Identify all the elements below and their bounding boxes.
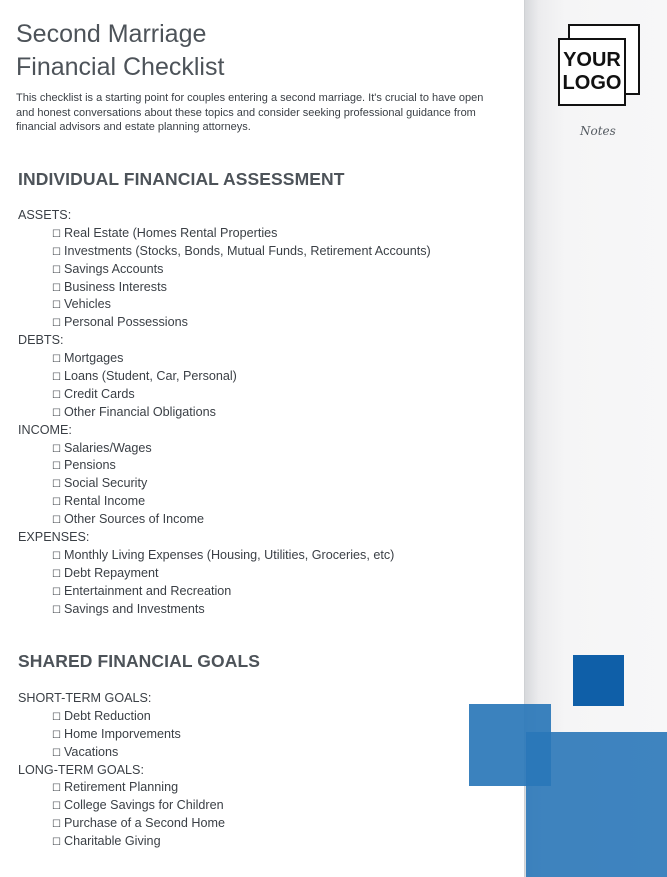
checklist-item-label: College Savings for Children: [63, 798, 224, 813]
checklist-item: [18, 779, 225, 797]
checklist-item: [18, 726, 225, 744]
checklist-item-label: Home Imporvements: [63, 726, 181, 741]
logo-text-line-1: YOUR: [563, 49, 621, 71]
checklist-item: [18, 475, 431, 493]
checkbox-icon[interactable]: ☐: [52, 372, 61, 384]
group-label: EXPENSES:: [18, 530, 90, 545]
checklist-item-label: Other Sources of Income: [63, 512, 204, 527]
decorative-square-small: [573, 655, 624, 706]
checkbox-icon[interactable]: ☐: [52, 837, 61, 849]
group-label: INCOME:: [18, 422, 72, 437]
decorative-square-large: [526, 732, 667, 877]
checkbox-icon[interactable]: ☐: [52, 515, 61, 527]
group-label: SHORT-TERM GOALS:: [18, 691, 152, 705]
intro-paragraph: This checklist is a starting point for couples entering a second marriage. It's crucial to have open and honest conversations about these topics and consider seeking professional guidance from financial advisors and estate planning attorneys.: [16, 92, 484, 133]
checklist-item-label: Monthly Living Expenses (Housing, Utilities, Groceries, etc): [63, 547, 395, 562]
checkbox-icon[interactable]: ☐: [52, 819, 61, 831]
checklist-item: [18, 404, 431, 422]
checkbox-icon[interactable]: ☐: [52, 550, 61, 562]
checklist-item-label: Loans (Student, Car, Personal): [63, 369, 237, 384]
checklist-item: [18, 815, 225, 833]
checklist-item-label: Savings Accounts: [63, 261, 164, 276]
checkbox-icon[interactable]: ☐: [52, 801, 61, 813]
checklist-item-label: Personal Possessions: [63, 315, 188, 330]
checkbox-icon[interactable]: ☐: [52, 604, 61, 616]
checklist-item: [18, 279, 431, 297]
checklist-item: [18, 547, 431, 565]
checkbox-icon[interactable]: ☐: [52, 300, 61, 312]
checklist-item-label: Business Interests: [63, 279, 167, 294]
checkbox-icon[interactable]: ☐: [52, 389, 61, 401]
group-label: LONG-TERM GOALS:: [18, 762, 144, 777]
checklist-item: [18, 243, 431, 261]
checkbox-icon[interactable]: ☐: [52, 497, 61, 509]
checklist-item-label: Debt Reduction: [63, 708, 151, 723]
checklist-item: [18, 493, 431, 511]
checklist-item-label: Entertainment and Recreation: [63, 583, 232, 598]
checkbox-icon[interactable]: ☐: [52, 479, 61, 491]
checkbox-icon[interactable]: ☐: [52, 264, 61, 276]
page-title-line-2: Financial Checklist: [16, 53, 225, 81]
group-label: ASSETS:: [18, 208, 72, 222]
page-title-line-1: Second Marriage: [16, 20, 207, 48]
individual-assessment-list: [18, 207, 431, 618]
checklist-item-label: Retirement Planning: [63, 780, 179, 795]
checklist-item: [18, 744, 225, 762]
checklist-item: [18, 368, 431, 386]
shared-goals-list: [18, 690, 225, 851]
checklist-item: [18, 833, 225, 851]
checklist-item-label: Salaries/Wages: [63, 440, 152, 455]
checklist-item: [18, 386, 431, 404]
section-heading-shared: SHARED FINANCIAL GOALS: [18, 651, 261, 671]
checklist-item: [18, 440, 431, 458]
checklist-item: [18, 350, 431, 368]
checklist-item-label: Other Financial Obligations: [63, 404, 216, 419]
section-heading-individual: INDIVIDUAL FINANCIAL ASSESSMENT: [18, 169, 345, 189]
checklist-item-label: Mortgages: [63, 351, 124, 366]
checkbox-icon[interactable]: ☐: [52, 461, 61, 473]
checklist-item-label: Social Security: [63, 476, 148, 491]
checklist-item: [18, 296, 431, 314]
checklist-item: [18, 583, 431, 601]
checkbox-icon[interactable]: ☐: [52, 783, 61, 795]
checklist-item-label: Debt Repayment: [63, 565, 159, 580]
checklist-item: [18, 708, 225, 726]
checklist-item: [18, 511, 431, 529]
checklist-item: [18, 601, 431, 619]
checkbox-icon[interactable]: ☐: [52, 586, 61, 598]
checkbox-icon[interactable]: ☐: [52, 729, 61, 741]
checkbox-icon[interactable]: ☐: [52, 711, 61, 723]
checkbox-icon[interactable]: ☐: [52, 318, 61, 330]
checkbox-icon[interactable]: ☐: [52, 228, 61, 240]
checkbox-icon[interactable]: ☐: [52, 354, 61, 366]
checkbox-icon[interactable]: ☐: [52, 747, 61, 759]
page-title: [16, 18, 224, 84]
checklist-item-label: Real Estate (Homes Rental Properties: [63, 225, 278, 240]
checklist-item-label: Purchase of a Second Home: [63, 816, 225, 831]
checklist-item: [18, 314, 431, 332]
logo-front-frame: [558, 38, 626, 106]
notes-label: Notes: [580, 124, 616, 138]
checkbox-icon[interactable]: ☐: [52, 282, 61, 294]
checklist-item-label: Charitable Giving: [63, 834, 161, 849]
checklist-item-label: Credit Cards: [63, 386, 135, 401]
logo: [558, 24, 640, 106]
checklist-item-label: Vehicles: [63, 297, 111, 312]
checklist-item: [18, 457, 431, 475]
checklist-item-label: Investments (Stocks, Bonds, Mutual Funds, Retirement Accounts): [63, 243, 431, 258]
checkbox-icon[interactable]: ☐: [52, 246, 61, 258]
checklist-item-label: Savings and Investments: [63, 601, 205, 616]
checkbox-icon[interactable]: ☐: [52, 443, 61, 455]
checkbox-icon[interactable]: ☐: [52, 407, 61, 419]
group-label: DEBTS:: [18, 333, 64, 348]
checklist-item: [18, 225, 431, 243]
logo-text-line-2: LOGO: [562, 72, 622, 94]
checklist-item-label: Pensions: [63, 458, 116, 473]
checklist-item: [18, 261, 431, 279]
checkbox-icon[interactable]: ☐: [52, 568, 61, 580]
checklist-item: [18, 565, 431, 583]
checklist-item-label: Vacations: [63, 744, 119, 759]
checklist-item-label: Rental Income: [63, 494, 146, 509]
checklist-item: [18, 797, 225, 815]
